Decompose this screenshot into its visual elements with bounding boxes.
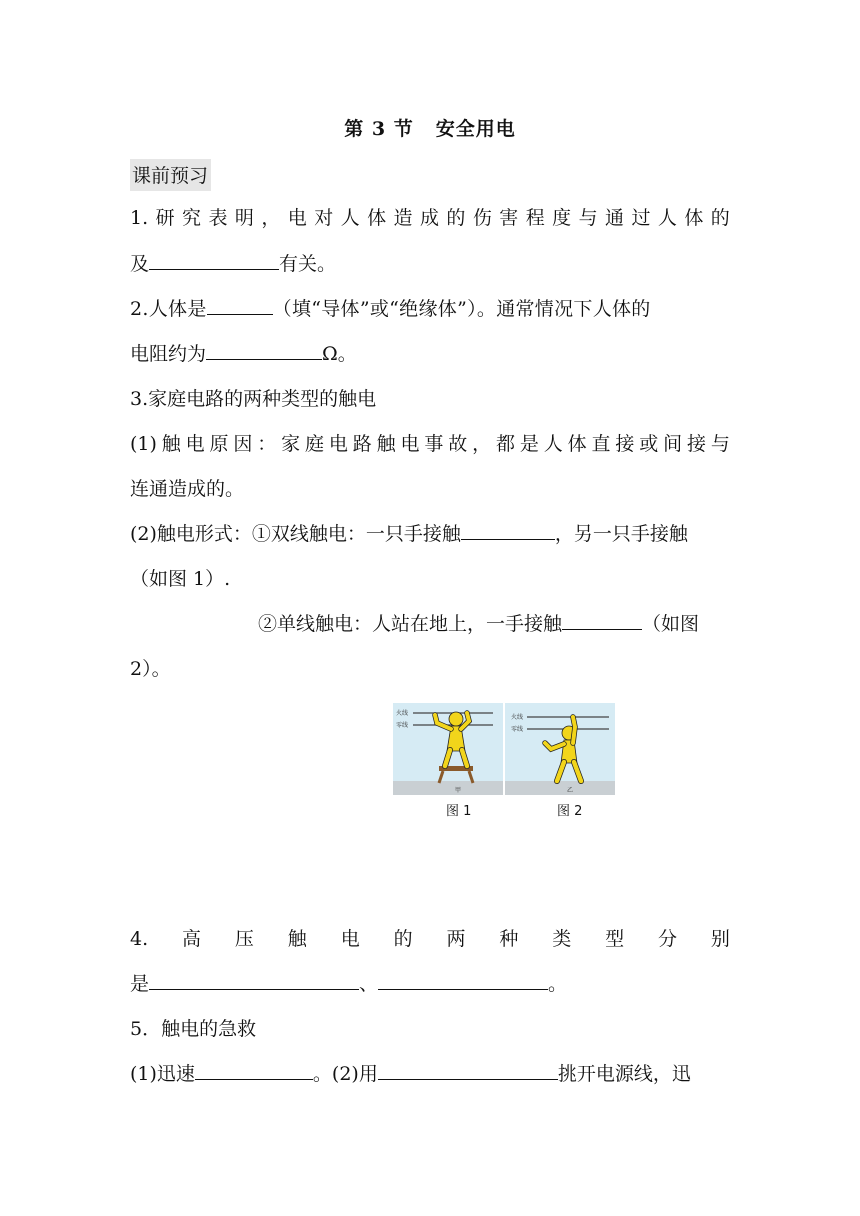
q1-line2	[130, 251, 730, 277]
justified-char: 接	[615, 433, 635, 455]
q1-suffix: 有关。	[279, 253, 337, 275]
justified-char: 4.	[130, 928, 149, 950]
justified-char: 对	[314, 207, 334, 229]
figure-2-caption: 图 2	[557, 804, 583, 819]
page-title	[0, 114, 860, 141]
q3-p1-line1	[130, 431, 730, 457]
q3-answer-blank-2[interactable]	[562, 611, 642, 630]
justified-char: 的	[446, 207, 466, 229]
q3-p3-line2: 2）。	[130, 658, 171, 680]
justified-char: 造	[393, 207, 413, 229]
justified-char: 压	[234, 928, 254, 950]
justified-char: 触	[376, 433, 396, 455]
justified-char: 电	[340, 928, 360, 950]
fig2-sub-label: 乙	[567, 787, 574, 794]
justified-char: 度	[552, 207, 572, 229]
title-text: 安全用电	[435, 118, 516, 140]
justified-char: 电	[328, 433, 348, 455]
justified-char: ，	[261, 207, 281, 229]
q5-text-b: 。(2)用	[312, 1063, 378, 1085]
justified-char: 人	[657, 207, 677, 229]
justified-char: 别	[710, 928, 730, 950]
q3-p2-text-a: (2)触电形式：①双线触电：一只手接触	[130, 523, 461, 545]
justified-char: 庭	[305, 433, 325, 455]
q5-answer-blank-1[interactable]	[195, 1061, 313, 1080]
justified-char: 程	[525, 207, 545, 229]
justified-char: 电	[400, 433, 420, 455]
justified-char: 高	[182, 928, 202, 950]
justified-char: 分	[658, 928, 678, 950]
justified-char: 路	[352, 433, 372, 455]
q1-line1	[130, 205, 730, 231]
q5-text-c: 挑开电源线，迅	[557, 1063, 691, 1085]
fig2-wire-label-top: 火线	[511, 714, 524, 721]
justified-char: 种	[499, 928, 519, 950]
justified-char: 因	[233, 433, 253, 455]
justified-char: 间	[663, 433, 683, 455]
justified-char: 体	[567, 433, 587, 455]
section-tag: 课前预习	[130, 159, 211, 191]
q4-line1	[130, 926, 730, 952]
justified-char: 的	[710, 207, 730, 229]
justified-char: 型	[605, 928, 625, 950]
justified-char: 人	[543, 433, 563, 455]
justified-char: (1)	[130, 433, 157, 455]
justified-char: 是	[519, 433, 539, 455]
q4-answer-blank-2[interactable]	[378, 971, 548, 990]
q3-p3-line1	[258, 611, 730, 637]
justified-char: 电	[185, 433, 205, 455]
fig2-wire-label-bottom: 零线	[511, 726, 524, 733]
fig1-wire-label-bottom: 零线	[396, 722, 409, 729]
double-wire-shock-illustration	[393, 703, 503, 795]
q4-end: 。	[548, 973, 568, 995]
q3-p3-text-a: ②单线触电：人站在地上，一手接触	[258, 613, 563, 635]
figure-1-panel	[393, 703, 503, 795]
justified-char: 原	[209, 433, 229, 455]
q1-answer-blank[interactable]	[149, 251, 279, 270]
q4-answer-blank-1[interactable]	[149, 971, 359, 990]
title-number: 第 3 节	[344, 118, 414, 140]
fig1-wire-label-top: 火线	[396, 710, 409, 717]
q3-p2-line2: （如图 1）.	[130, 568, 231, 590]
q5-heading: 5．触电的急救	[130, 1018, 257, 1040]
justified-char: 伤	[472, 207, 492, 229]
justified-char: 都	[496, 433, 516, 455]
justified-char: 成	[419, 207, 439, 229]
q2-answer-blank-2[interactable]	[206, 341, 322, 360]
justified-char: 事	[424, 433, 444, 455]
q5-answer-blank-2[interactable]	[378, 1061, 558, 1080]
justified-char: 人	[340, 207, 360, 229]
q4-line2	[130, 971, 730, 997]
justified-char: 明	[234, 207, 254, 229]
justified-char: 故	[448, 433, 468, 455]
justified-char: ，	[472, 433, 492, 455]
justified-char: 表	[208, 207, 228, 229]
justified-char: 体	[684, 207, 704, 229]
justified-char: 与	[578, 207, 598, 229]
justified-char: ：	[257, 433, 277, 455]
q4-prefix: 是	[130, 973, 150, 995]
q3-p1-line2: 连通造成的。	[130, 478, 245, 500]
justified-char: 或	[639, 433, 659, 455]
justified-char: 1.	[130, 207, 149, 229]
q3-p2-line1	[130, 521, 730, 547]
justified-char: 过	[631, 207, 651, 229]
justified-char: 通	[605, 207, 625, 229]
q3-p3-text-b: （如图	[642, 613, 700, 635]
justified-char: 研	[155, 207, 175, 229]
q1-prefix: 及	[130, 253, 150, 275]
justified-char: 的	[393, 928, 413, 950]
q4-separator: 、	[359, 973, 379, 995]
justified-char: 究	[182, 207, 202, 229]
justified-char: 接	[687, 433, 707, 455]
single-wire-shock-illustration	[505, 703, 615, 795]
justified-char: 与	[710, 433, 730, 455]
q5-line1	[130, 1061, 730, 1087]
q5-text-a: (1)迅速	[130, 1063, 195, 1085]
justified-char: 直	[591, 433, 611, 455]
figure-2-panel	[505, 703, 615, 795]
justified-char: 两	[446, 928, 466, 950]
q2-line2	[130, 341, 730, 367]
electric-shock-figure	[393, 703, 615, 795]
justified-char: 体	[367, 207, 387, 229]
figure-1-caption: 图 1	[446, 804, 472, 819]
justified-char: 类	[552, 928, 572, 950]
justified-char: 害	[499, 207, 519, 229]
q2-line1	[130, 296, 730, 322]
q2-answer-blank-1[interactable]	[207, 296, 273, 315]
q3-heading: 3.家庭电路的两种类型的触电	[130, 388, 377, 410]
fig1-sub-label: 甲	[455, 787, 462, 794]
q2-text-b: （填“导体”或“绝缘体”）。通常情况下人体的	[272, 298, 651, 320]
justified-char: 触	[161, 433, 181, 455]
justified-char: 触	[287, 928, 307, 950]
q3-answer-blank-1[interactable]	[461, 521, 555, 540]
justified-char: 家	[281, 433, 301, 455]
q3-p2-text-b: ，另一只手接触	[554, 523, 688, 545]
q2-text-d: Ω。	[322, 343, 357, 365]
q2-text-c: 电阻约为	[130, 343, 207, 365]
justified-char: 电	[287, 207, 307, 229]
q2-text-a: 2.人体是	[130, 298, 207, 320]
